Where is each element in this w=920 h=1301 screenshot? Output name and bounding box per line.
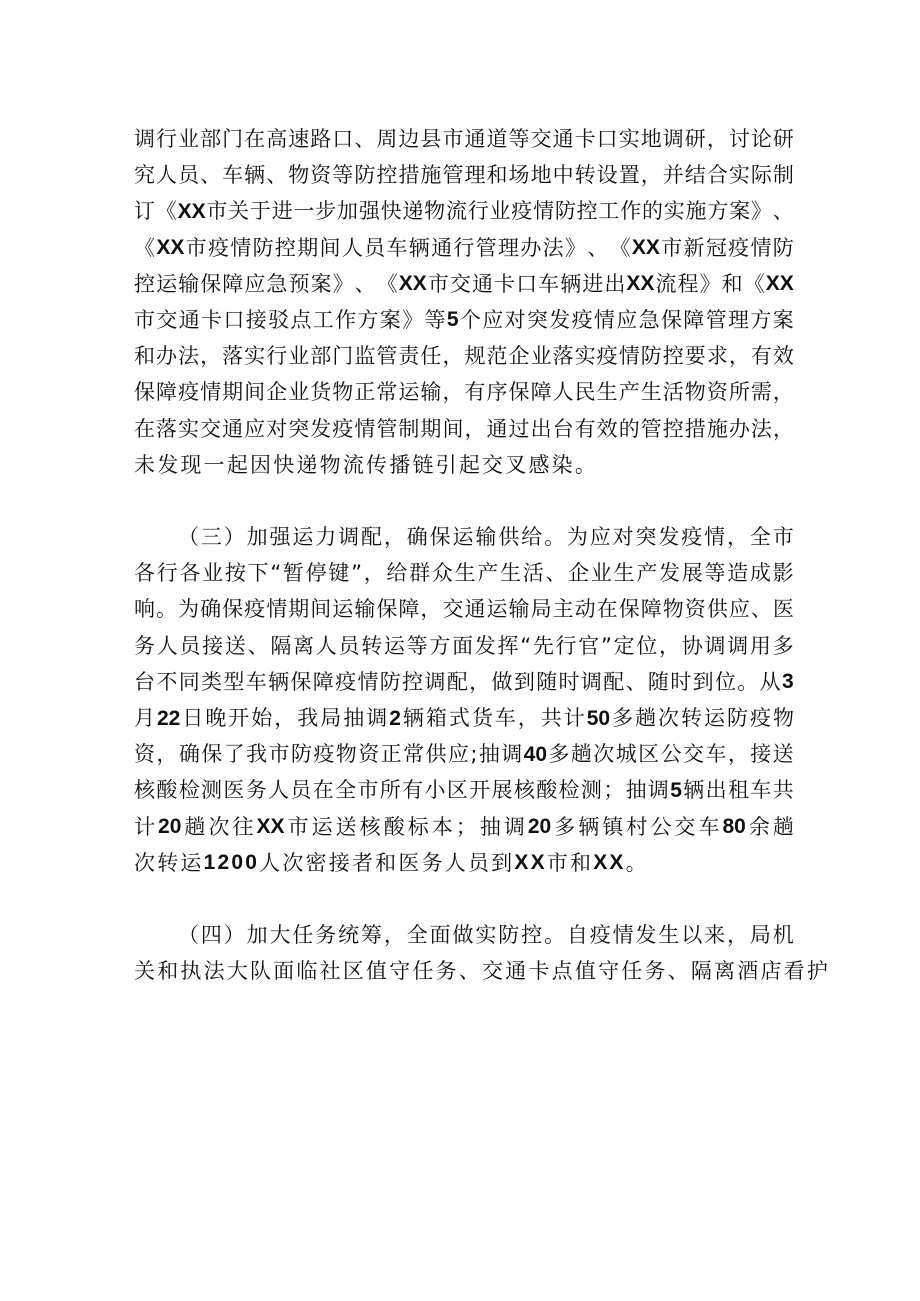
text-line: 务 人 员 接 送 、 隔 离 人 员 转 运 等 方 面 发 挥 “ 先 行 官 ” 定 位 ， 协 调 调 用 多 <box>134 633 794 658</box>
text-line: 计 20 趟 次 往 XX 市 运 送 核 酸 标 本 ； 抽 调 20 多 辆 镇 村 公 交 车 80 余 趟 <box>134 814 794 839</box>
text-line: 未 发 现 一 起 因 快 递 物 流 传 播 链 引 起 交 叉 感 染 。 <box>134 452 599 477</box>
text-line: 各 行 各 业 按 下 “ 暂 停 键 ” ， 给 群 众 生 产 生 活 、 企 业 生 产 发 展 等 造 成 影 <box>134 561 794 586</box>
text-line: 控 运 输 保 障 应 急 预 案 》 、 《 XX 市 交 通 卡 口 车 辆 进 出 XX 流 程 》 和 《 XX <box>134 271 794 296</box>
text-line: 调 行 业 部 门 在 高 速 路 口 、 周 边 县 市 通 道 等 交 通 卡 口 实 地 调 研 ， 讨 论 研 <box>134 127 794 151</box>
text-line: 在 落 实 交 通 应 对 突 发 疫 情 管 制 期 间 ， 通 过 出 台 有 效 的 管 控 措 施 办 法 ， <box>134 416 794 441</box>
text-line: 订 《 XX 市 关 于 进 一 步 加 强 快 递 物 流 行 业 疫 情 防 控 工 作 的 实 施 方 案 》 、 <box>134 199 794 224</box>
paragraph <box>134 519 794 881</box>
text-line: 核 酸 检 测 医 务 人 员 在 全 市 所 有 小 区 开 展 核 酸 检 测 ； 抽 调 5 辆 出 租 车 共 <box>134 778 794 803</box>
text-line: 市 交 通 卡 口 接 驳 点 工 作 方 案 》 等 5 个 应 对 突 发 疫 情 应 急 保 障 管 理 方 案 <box>134 307 794 332</box>
text-line: （ 三 ） 加 强 运 力 调 配 ， 确 保 运 输 供 给 。 为 应 对 突 发 疫 情 ， 全 市 <box>178 525 794 550</box>
text-line: 保 障 疫 情 期 间 企 业 货 物 正 常 运 输 ， 有 序 保 障 人 民 生 产 生 活 物 资 所 需 ， <box>134 380 794 405</box>
text-line: 响 。 为 确 保 疫 情 期 间 运 输 保 障 ， 交 通 运 输 局 主 动 在 保 障 物 资 供 应 、 医 <box>134 597 794 622</box>
text-line: 关 和 执 法 大 队 面 临 社 区 值 守 任 务 、 交 通 卡 点 值 守 任 务 、 隔 离 酒 店 看 护 <box>134 959 831 984</box>
text-line: 月 22 日 晚 开 始 ， 我 局 抽 调 2 辆 箱 式 货 车 ， 共 计 50 多 趟 次 转 运 防 疫 物 <box>134 706 794 730</box>
paragraph-spacing <box>134 483 794 519</box>
text-line: 资 ， 确 保 了 我 市 防 疫 物 资 正 常 供 应 ; 抽 调 40 多 趟 次 城 区 公 交 车 ， 接 送 <box>134 742 794 767</box>
paragraph-spacing <box>134 881 794 917</box>
text-line: 次 转 运 1200 人 次 密 接 者 和 医 务 人 员 到 XX 市 和 XX 。 <box>134 850 649 875</box>
text-line: 和 办 法 ， 落 实 行 业 部 门 监 管 责 任 ， 规 范 企 业 落 实 疫 情 防 控 要 求 ， 有 效 <box>134 344 794 369</box>
paragraph <box>134 917 831 989</box>
text-line: 台 不 同 类 型 车 辆 保 障 疫 情 防 控 调 配 ， 做 到 随 时 调 配 、 随 时 到 位 。 从 3 <box>134 669 794 694</box>
paragraph <box>134 121 794 483</box>
text-line: （ 四 ） 加 大 任 务 统 筹 ， 全 面 做 实 防 控 。 自 疫 情 发 生 以 来 ， 局 机 <box>178 923 794 948</box>
text-line: 究 人 员 、 车 辆 、 物 资 等 防 控 措 施 管 理 和 场 地 中 转 设 置 ， 并 结 合 实 际 制 <box>134 163 794 188</box>
text-line: 《 XX 市 疫 情 防 控 期 间 人 员 车 辆 通 行 管 理 办 法 》 、 《 XX 市 新 冠 疫 情 防 <box>134 235 794 260</box>
document-body <box>134 121 831 990</box>
